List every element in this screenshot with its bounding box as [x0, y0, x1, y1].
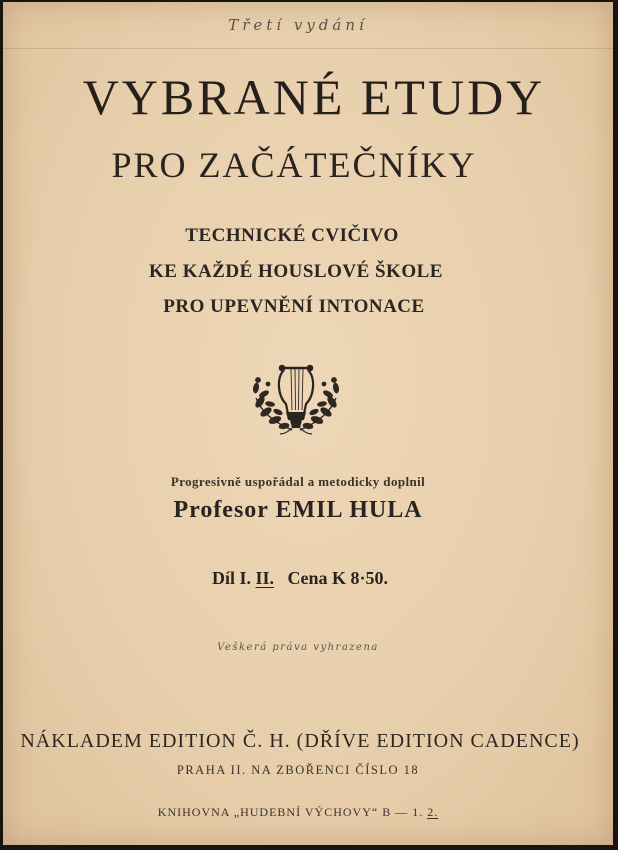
description-line-2: KE KAŽDÉ HOUSLOVÉ ŠKOLE: [149, 261, 443, 282]
library-series-number: 2.: [427, 805, 439, 819]
parts-label: Díl I.: [211, 568, 251, 588]
main-title: VYBRANÉ ETUDY: [82, 69, 546, 125]
description-line-1: TECHNICKÉ CVIČIVO: [185, 225, 399, 246]
author-name: Profesor EMIL HULA: [173, 497, 423, 523]
library-series-text: KNIHOVNA „HUDEBNÍ VÝCHOVY“ B — 1.: [157, 805, 424, 819]
subtitle: PRO ZAČÁTEČNÍKY: [111, 145, 477, 185]
parts-highlighted: II.: [255, 568, 274, 588]
rights-reserved: Veškerá práva vyhrazena: [217, 642, 379, 653]
price: Cena K 8·50.: [287, 568, 389, 588]
description-line-3: PRO UPEVNĚNÍ INTONACE: [163, 296, 425, 317]
paper-fold: [3, 48, 613, 49]
publisher-address: PRAHA II. NA ZBOŘENCI ČÍSLO 18: [176, 763, 420, 777]
publisher: NÁKLADEM EDITION Č. H. (DŘÍVE EDITION CADENCE): [20, 730, 580, 752]
arranger-note: Progresivně uspořádal a metodicky doplnil: [170, 474, 426, 489]
edition-note: Třetí vydání: [228, 16, 368, 34]
lyre-wreath-icon: [248, 358, 344, 436]
library-series: [0, 805, 603, 820]
parts-and-price: [0, 568, 605, 589]
title-page: [3, 2, 613, 845]
